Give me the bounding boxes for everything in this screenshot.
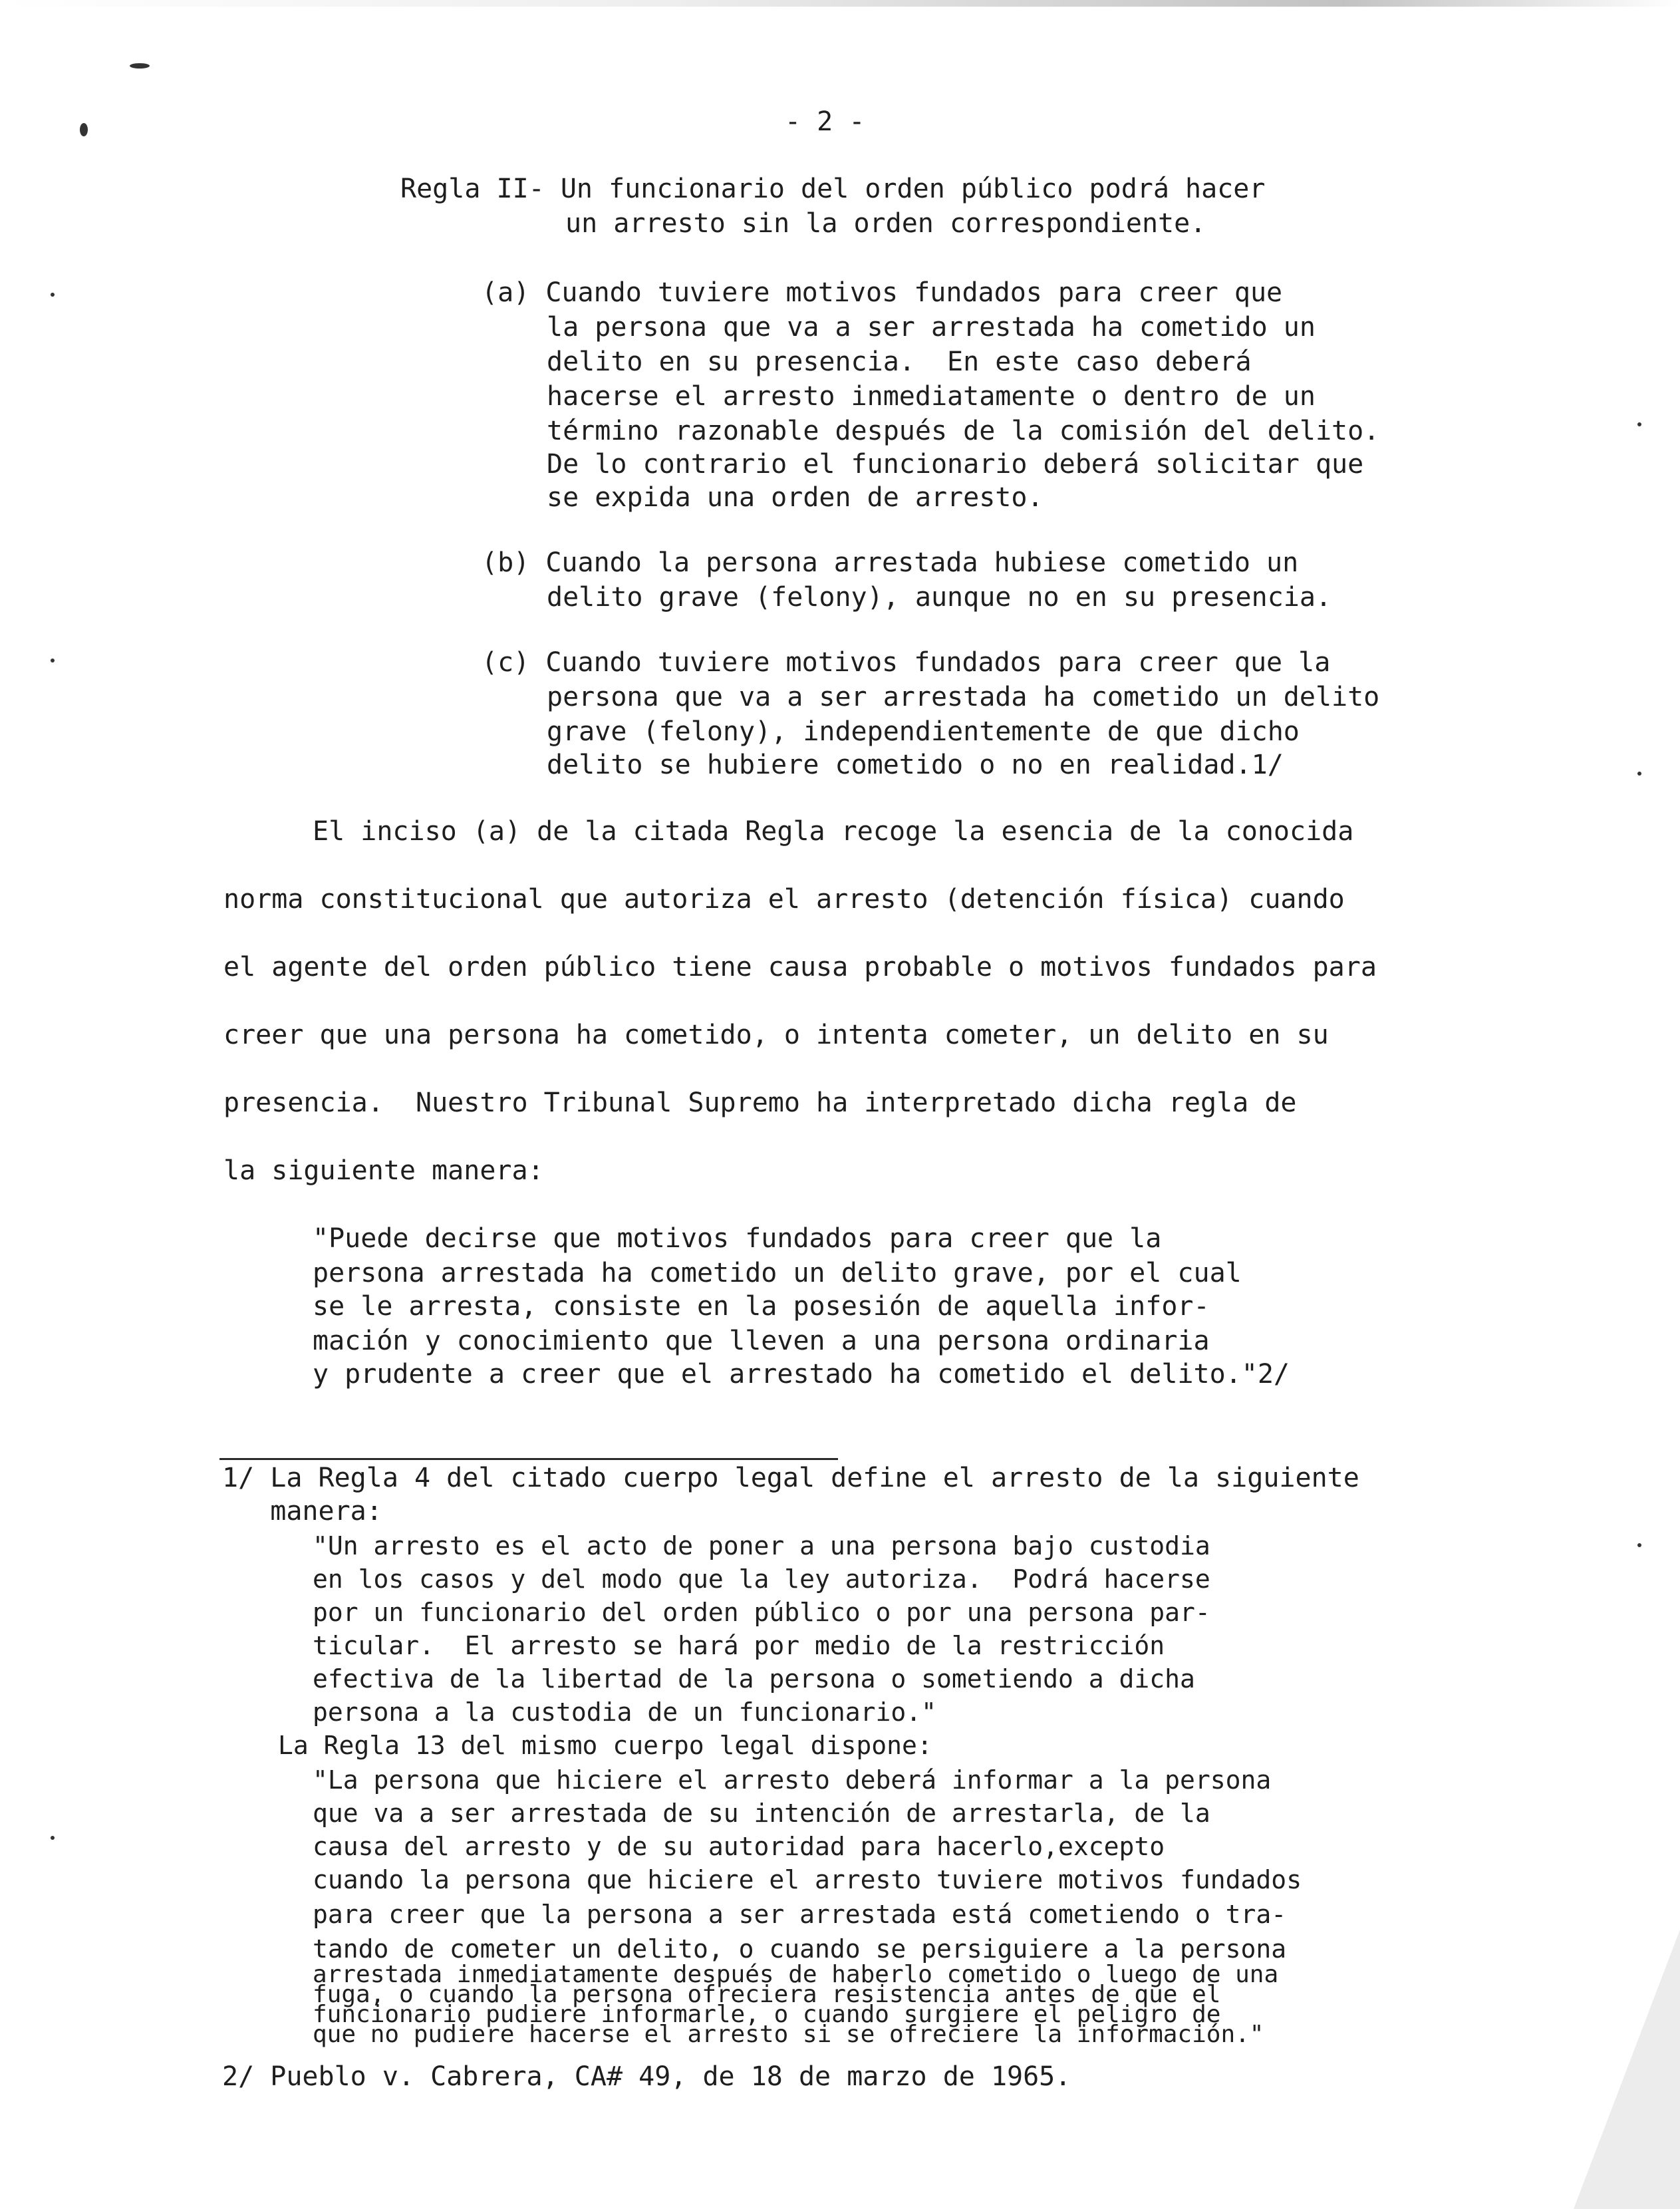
footnote-1-line: 1/ La Regla 4 del citado cuerpo legal define el arresto de la siguiente [222, 1463, 1359, 1493]
scan-mark [51, 1836, 55, 1840]
clause-a-line: se expida una orden de arresto. [547, 482, 1044, 513]
page-corner-curl [1574, 1930, 1680, 2209]
body-line: El inciso (a) de la citada Regla recoge la esencia de la conocida [313, 816, 1354, 847]
footnote-1-quote-b-line: para creer que la persona a ser arrestada está cometiendo o tra- [313, 1900, 1287, 1929]
quote-line: persona arrestada ha cometido un delito grave, por el cual [313, 1258, 1242, 1288]
footnote-1-quote-line: en los casos y del modo que la ley autoriza. Podrá hacerse [313, 1564, 1210, 1594]
footnote-separator [219, 1458, 838, 1460]
footnote-1-quote-line: ticular. El arresto se hará por medio de la restricción [313, 1631, 1165, 1660]
footnote-1-quote-b-line: cuando la persona que hiciere el arresto tuviere motivos fundados [313, 1865, 1302, 1894]
clause-b-line: (b) Cuando la persona arrestada hubiese cometido un [482, 547, 1299, 578]
clause-a-line: la persona que va a ser arrestada ha cometido un [547, 312, 1316, 343]
clause-c-line: delito se hubiere cometido o no en realidad.1/ [547, 750, 1284, 780]
scan-mark [130, 63, 150, 69]
rule-heading-line-2: un arresto sin la orden correspondiente. [565, 208, 1206, 239]
quote-line: y prudente a creer que el arrestado ha cometido el delito."2/ [313, 1359, 1290, 1390]
rule-heading-line-1: Regla II- Un funcionario del orden público podrá hacer [400, 174, 1266, 204]
footnote-1-quote-line: efectiva de la libertad de la persona o sometiendo a dicha [313, 1664, 1195, 1694]
clause-a-line: De lo contrario el funcionario deberá solicitar que [547, 449, 1364, 480]
footnote-1-quote-line: "Un arresto es el acto de poner a una persona bajo custodia [313, 1531, 1210, 1560]
footnote-1-quote-b-line: fuga, o cuando la persona ofreciera resistencia antes de que el [313, 1981, 1221, 2008]
scan-mark [80, 123, 88, 136]
footnote-1-quote-b-line: que va a ser arrestada de su intención de arrestarla, de la [313, 1799, 1210, 1828]
clause-a-line: hacerse el arresto inmediatamente o dentro de un [547, 381, 1316, 412]
page-top-edge [0, 0, 1680, 7]
footnote-1-quote-b-line: "La persona que hiciere el arresto deberá informar a la persona [313, 1765, 1272, 1795]
body-line: norma constitucional que autoriza el arresto (detención física) cuando [223, 884, 1345, 915]
clause-c-line: persona que va a ser arrestada ha cometido un delito [547, 682, 1380, 712]
quote-line: mación y conocimiento que lleven a una persona ordinaria [313, 1326, 1210, 1356]
clause-c-line: grave (felony), independientemente de que dicho [547, 716, 1300, 747]
clause-a-line: término razonable después de la comisión del delito. [547, 416, 1380, 446]
footnote-1-quote-line: por un funcionario del orden público o por una persona par- [313, 1598, 1210, 1627]
footnote-1-intro: La Regla 13 del mismo cuerpo legal dispone: [278, 1731, 932, 1760]
clause-a-line: (a) Cuando tuviere motivos fundados para creer que [482, 277, 1283, 308]
body-line: presencia. Nuestro Tribunal Supremo ha interpretado dicha regla de [223, 1088, 1297, 1118]
body-line: el agente del orden público tiene causa probable o motivos fundados para [223, 952, 1377, 982]
footnote-1-quote-line: persona a la custodia de un funcionario." [313, 1697, 936, 1727]
footnote-1-quote-b-line: funcionario pudiere informarle, o cuando surgiere el peligro de [313, 2001, 1221, 2028]
clause-a-line: delito en su presencia. En este caso deberá [547, 347, 1252, 377]
footnote-1-quote-b-line: causa del arresto y de su autoridad para hacerlo,excepto [313, 1832, 1165, 1861]
body-line: la siguiente manera: [223, 1155, 544, 1186]
quote-line: "Puede decirse que motivos fundados para creer que la [313, 1223, 1162, 1254]
body-line: creer que una persona ha cometido, o intenta cometer, un delito en su [223, 1020, 1329, 1050]
footnote-2: 2/ Pueblo v. Cabrera, CA# 49, de 18 de marzo de 1965. [222, 2061, 1071, 2092]
scan-mark [1637, 422, 1641, 426]
footnote-1-line: manera: [222, 1496, 382, 1527]
footnote-1-quote-b-line: arrestada inmediatamente después de haberlo cometido o luego de una [313, 1961, 1279, 1988]
page-number: - 2 - [785, 106, 865, 137]
clause-c-line: (c) Cuando tuviere motivos fundados para creer que la [482, 647, 1331, 678]
quote-line: se le arresta, consiste en la posesión de aquella infor- [313, 1291, 1210, 1322]
footnote-1-quote-b-line: tando de cometer un delito, o cuando se persiguiere a la persona [313, 1934, 1287, 1964]
clause-b-line: delito grave (felony), aunque no en su presencia. [547, 582, 1332, 613]
scan-mark [1637, 1543, 1641, 1547]
scan-mark [51, 659, 55, 663]
footnote-1-quote-b-line: que no pudiere hacerse el arresto si se ofreciere la información." [313, 2021, 1264, 2048]
scan-mark [51, 293, 55, 297]
scan-mark [1637, 772, 1641, 776]
